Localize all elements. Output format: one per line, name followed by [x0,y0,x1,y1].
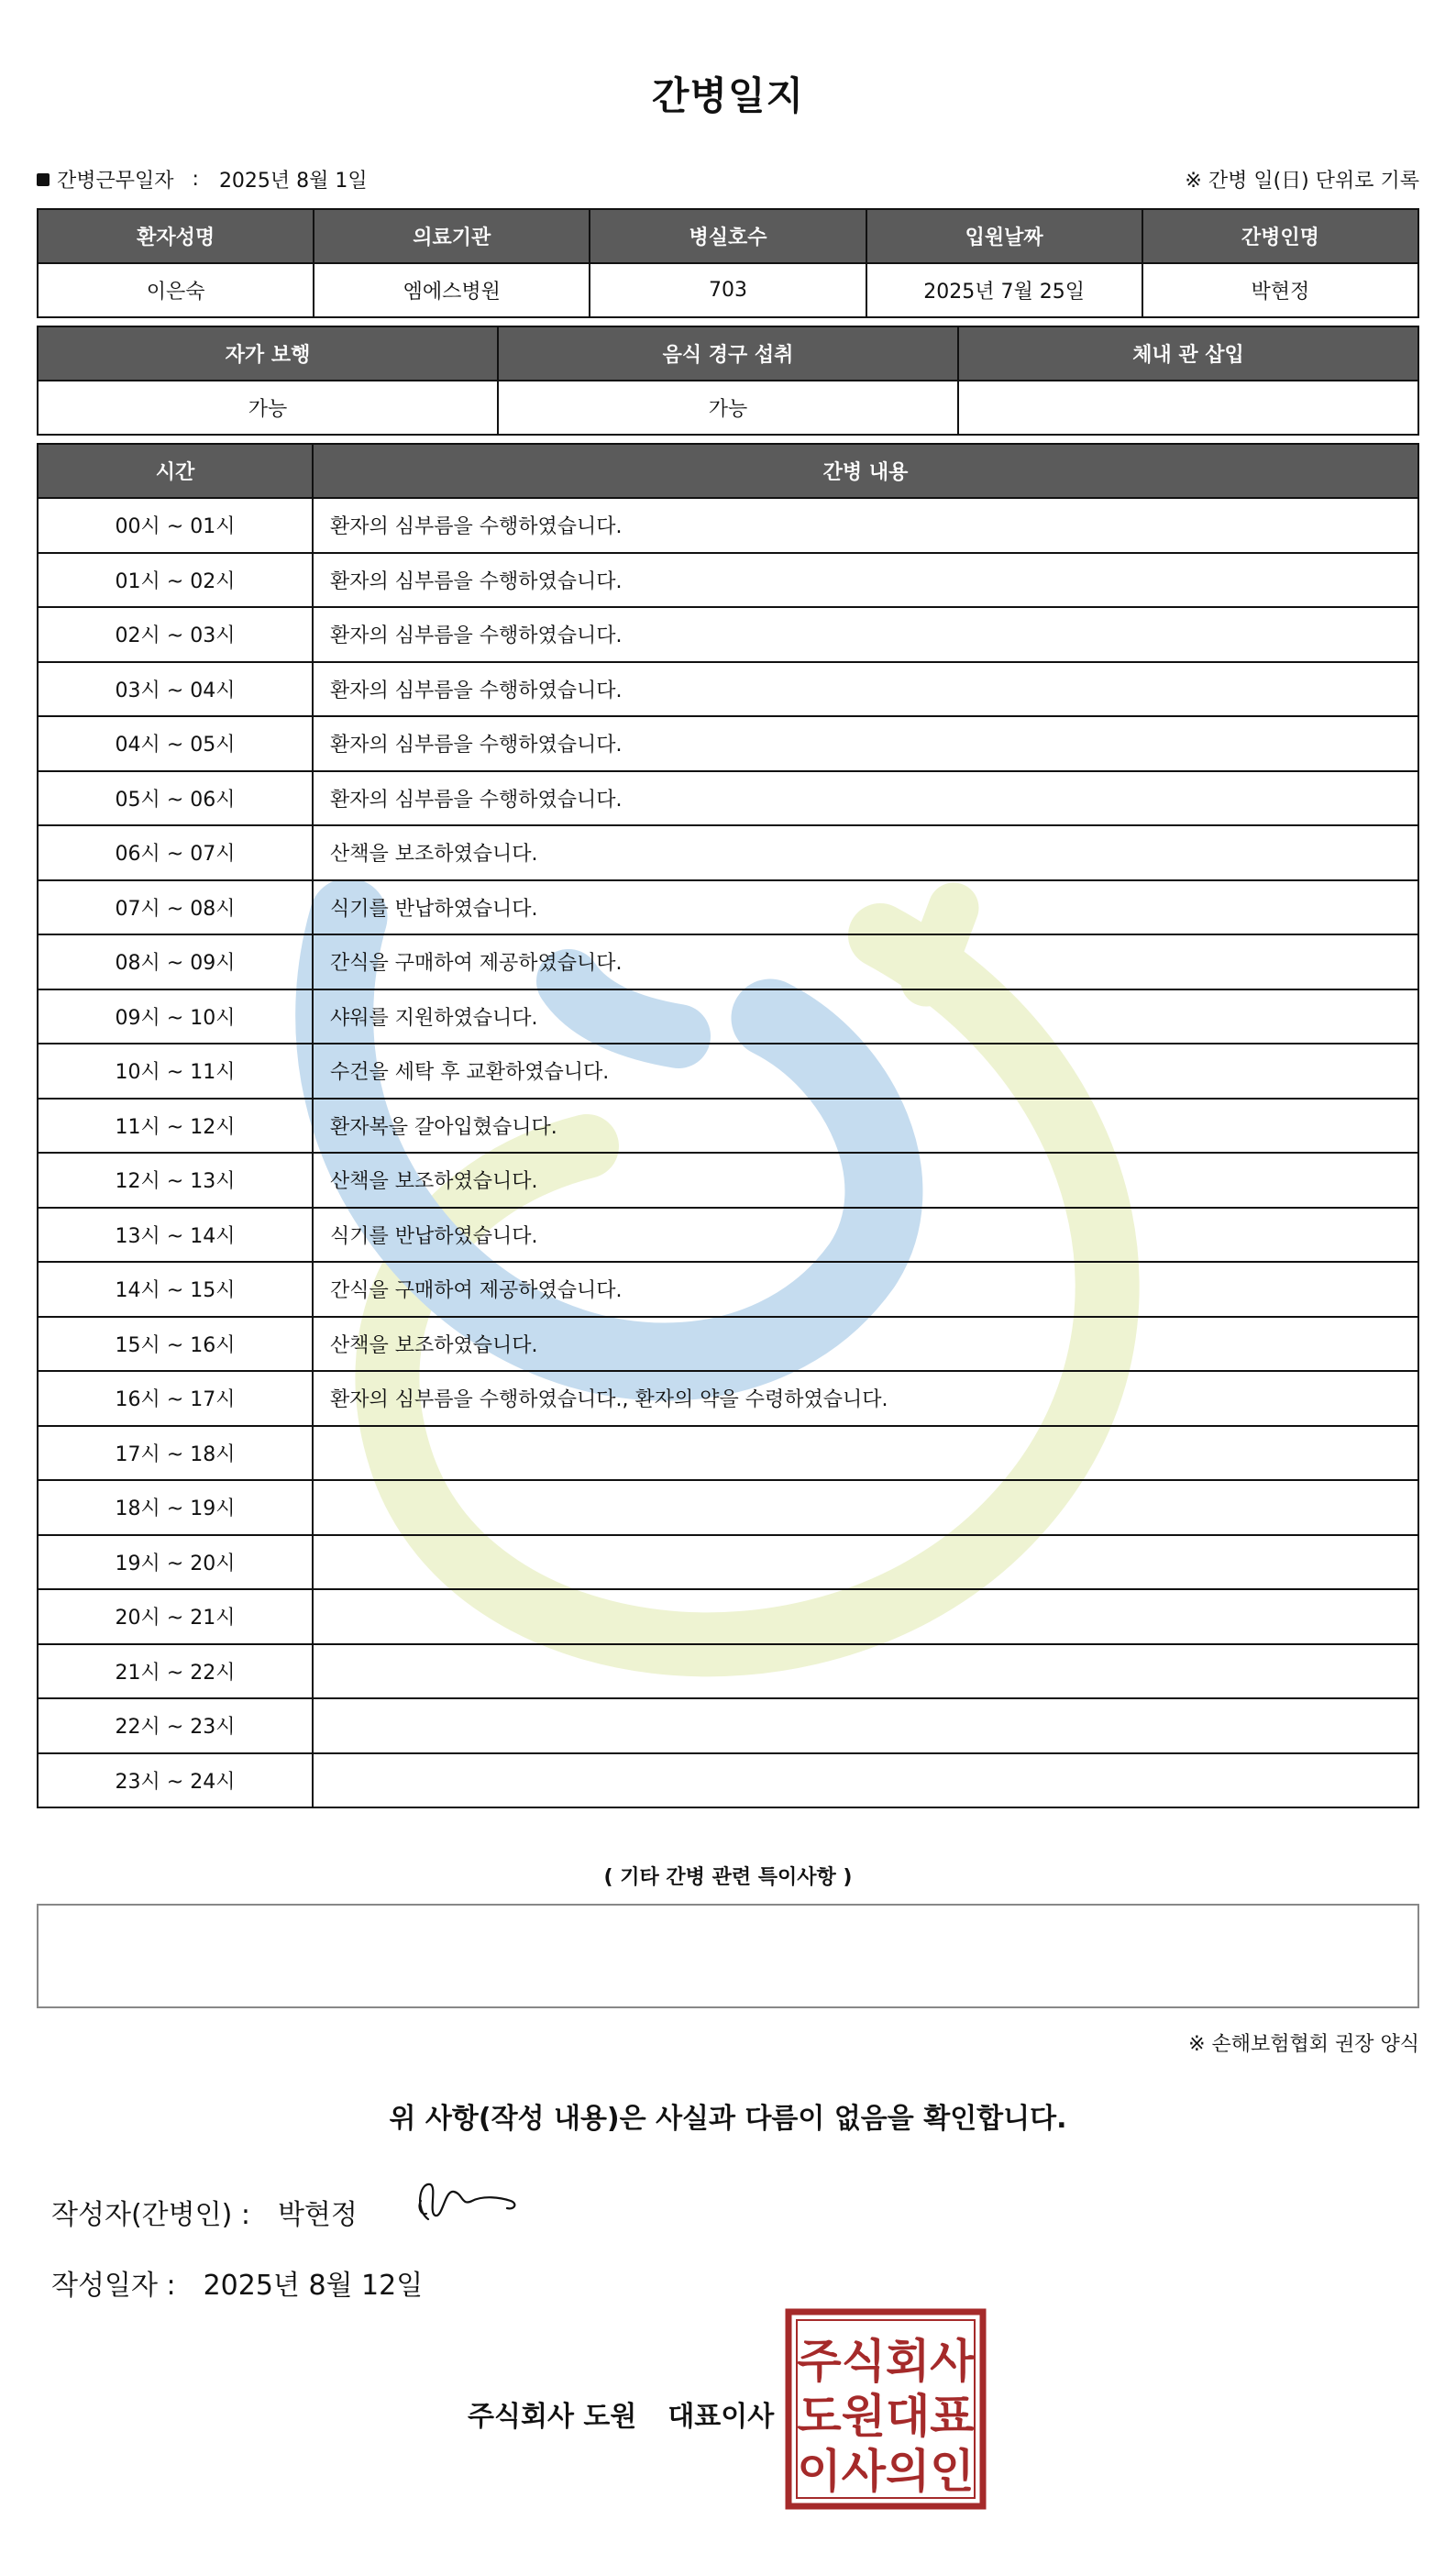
admission-date: 2025년 7월 25일 [866,263,1142,317]
table-header-row [38,444,1418,498]
time-slot: 03시 ~ 04시 [38,662,313,717]
table-row [38,1262,1418,1317]
table-row [38,1426,1418,1481]
header-room-number: 병실호수 [590,209,866,263]
table-row [38,880,1418,935]
table-row [38,607,1418,662]
care-content: 수건을 세탁 후 교환하였습니다. [313,1044,1418,1099]
svg-text:이사의인: 이사의인 [797,2445,975,2498]
patient-info-table [37,208,1419,318]
care-content [313,1535,1418,1590]
header-self-walking: 자가 보행 [38,326,498,381]
table-row [38,1044,1418,1099]
document-title: 간병일지 [651,73,805,118]
care-content: 간식을 구매하여 제공하였습니다. [313,934,1418,989]
time-slot: 01시 ~ 02시 [38,553,313,608]
care-content: 산책을 보조하였습니다. [313,825,1418,880]
self-walking-value: 가능 [38,381,498,435]
patient-name: 이은숙 [38,263,314,317]
form-source-note: ※ 손해보험협회 권장 양식 [1188,2033,1419,2056]
time-slot: 16시 ~ 17시 [38,1371,313,1426]
time-slot: 04시 ~ 05시 [38,716,313,771]
tube-insertion-value [958,381,1418,435]
table-row [38,1371,1418,1426]
time-slot: 02시 ~ 03시 [38,607,313,662]
company-seal-stamp [784,2307,987,2511]
time-slot: 14시 ~ 15시 [38,1262,313,1317]
care-content: 산책을 보조하였습니다. [313,1317,1418,1372]
care-content: 환자의 심부름을 수행하였습니다., 환자의 약을 수령하였습니다. [313,1371,1418,1426]
care-content [313,1753,1418,1808]
care-content: 식기를 반납하였습니다. [313,1208,1418,1263]
time-slot: 22시 ~ 23시 [38,1698,313,1753]
caregiver-name: 박현정 [1142,263,1418,317]
care-content [313,1644,1418,1699]
table-row [38,934,1418,989]
table-row [38,662,1418,717]
time-slot: 06시 ~ 07시 [38,825,313,880]
header-patient-name: 환자성명 [38,209,314,263]
institution: 엠에스병원 [314,263,590,317]
table-row [38,381,1418,435]
time-slot: 23시 ~ 24시 [38,1753,313,1808]
header-time: 시간 [38,444,313,498]
table-row [38,1317,1418,1372]
table-row [38,1535,1418,1590]
care-content: 산책을 보조하였습니다. [313,1153,1418,1208]
time-slot: 05시 ~ 06시 [38,771,313,826]
table-row [38,1208,1418,1263]
svg-text:주식회사: 주식회사 [797,2335,975,2388]
company-name: 주식회사 도원 [468,2401,637,2433]
special-notes-box [37,1904,1419,2008]
work-date-value: 2025년 8월 1일 [218,170,368,193]
header-oral-intake: 음식 경구 섭취 [498,326,958,381]
header-caregiver-name: 간병인명 [1142,209,1418,263]
time-slot: 13시 ~ 14시 [38,1208,313,1263]
care-content: 간식을 구매하여 제공하였습니다. [313,1262,1418,1317]
time-slot: 10시 ~ 11시 [38,1044,313,1099]
patient-status-table [37,326,1419,436]
confirmation-statement: 위 사항(작성 내용)은 사실과 다름이 없음을 확인합니다. [389,2103,1067,2135]
table-row [38,771,1418,826]
time-slot: 12시 ~ 13시 [38,1153,313,1208]
table-row [38,1644,1418,1699]
header-care-content: 간병 내용 [313,444,1418,498]
work-date-label: 간병근무일자 [57,170,174,193]
time-slot: 07시 ~ 08시 [38,880,313,935]
header-institution: 의료기관 [314,209,590,263]
room-number: 703 [590,263,866,317]
header-tube-insertion: 체내 관 삽입 [958,326,1418,381]
signature-image [408,2173,555,2228]
time-slot: 15시 ~ 16시 [38,1317,313,1372]
care-content: 샤워를 지원하였습니다. [313,989,1418,1044]
time-slot: 11시 ~ 12시 [38,1099,313,1154]
writer-line [51,2192,358,2232]
bullet-square-icon [37,173,50,186]
care-content: 환자의 심부름을 수행하였습니다. [313,771,1418,826]
care-content [313,1698,1418,1753]
table-row [38,989,1418,1044]
care-content: 환자의 심부름을 수행하였습니다. [313,716,1418,771]
record-unit-note: ※ 간병 일(日) 단위로 기록 [1185,170,1419,193]
care-content: 환자의 심부름을 수행하였습니다. [313,662,1418,717]
write-date-line [51,2262,423,2303]
writer-name: 박현정 [277,2199,358,2231]
care-content: 환자의 심부름을 수행하였습니다. [313,498,1418,553]
table-row [38,1099,1418,1154]
table-row [38,825,1418,880]
time-slot: 09시 ~ 10시 [38,989,313,1044]
special-notes-title: ( 기타 간병 관련 특이사항 ) [603,1866,853,1889]
hourly-care-log-table [37,443,1419,1808]
time-slot: 17시 ~ 18시 [38,1426,313,1481]
care-content: 환자의 심부름을 수행하였습니다. [313,553,1418,608]
table-row [38,263,1418,317]
table-row [38,498,1418,553]
header-admission-date: 입원날짜 [866,209,1142,263]
oral-intake-value: 가능 [498,381,958,435]
work-date-line [37,165,368,193]
care-content: 식기를 반납하였습니다. [313,880,1418,935]
table-row [38,1589,1418,1644]
care-content [313,1589,1418,1644]
care-content: 환자의 심부름을 수행하였습니다. [313,607,1418,662]
time-slot: 20시 ~ 21시 [38,1589,313,1644]
time-slot: 21시 ~ 22시 [38,1644,313,1699]
writer-label: 작성자(간병인) : [51,2199,250,2231]
table-header-row [38,326,1418,381]
table-row [38,1698,1418,1753]
company-signature-line [468,2393,774,2434]
care-content: 환자복을 갈아입혔습니다. [313,1099,1418,1154]
table-row [38,553,1418,608]
colon-separator: : [192,168,199,191]
representative-label: 대표이사 [667,2401,775,2433]
table-row [38,1480,1418,1535]
write-date-value: 2025년 8월 12일 [203,2270,424,2302]
care-content [313,1426,1418,1481]
time-slot: 08시 ~ 09시 [38,934,313,989]
table-row [38,1153,1418,1208]
care-content [313,1480,1418,1535]
svg-text:도원대표: 도원대표 [797,2390,975,2443]
table-row [38,1753,1418,1808]
table-row [38,716,1418,771]
time-slot: 00시 ~ 01시 [38,498,313,553]
time-slot: 18시 ~ 19시 [38,1480,313,1535]
write-date-label: 작성일자 : [51,2270,176,2302]
table-header-row [38,209,1418,263]
time-slot: 19시 ~ 20시 [38,1535,313,1590]
